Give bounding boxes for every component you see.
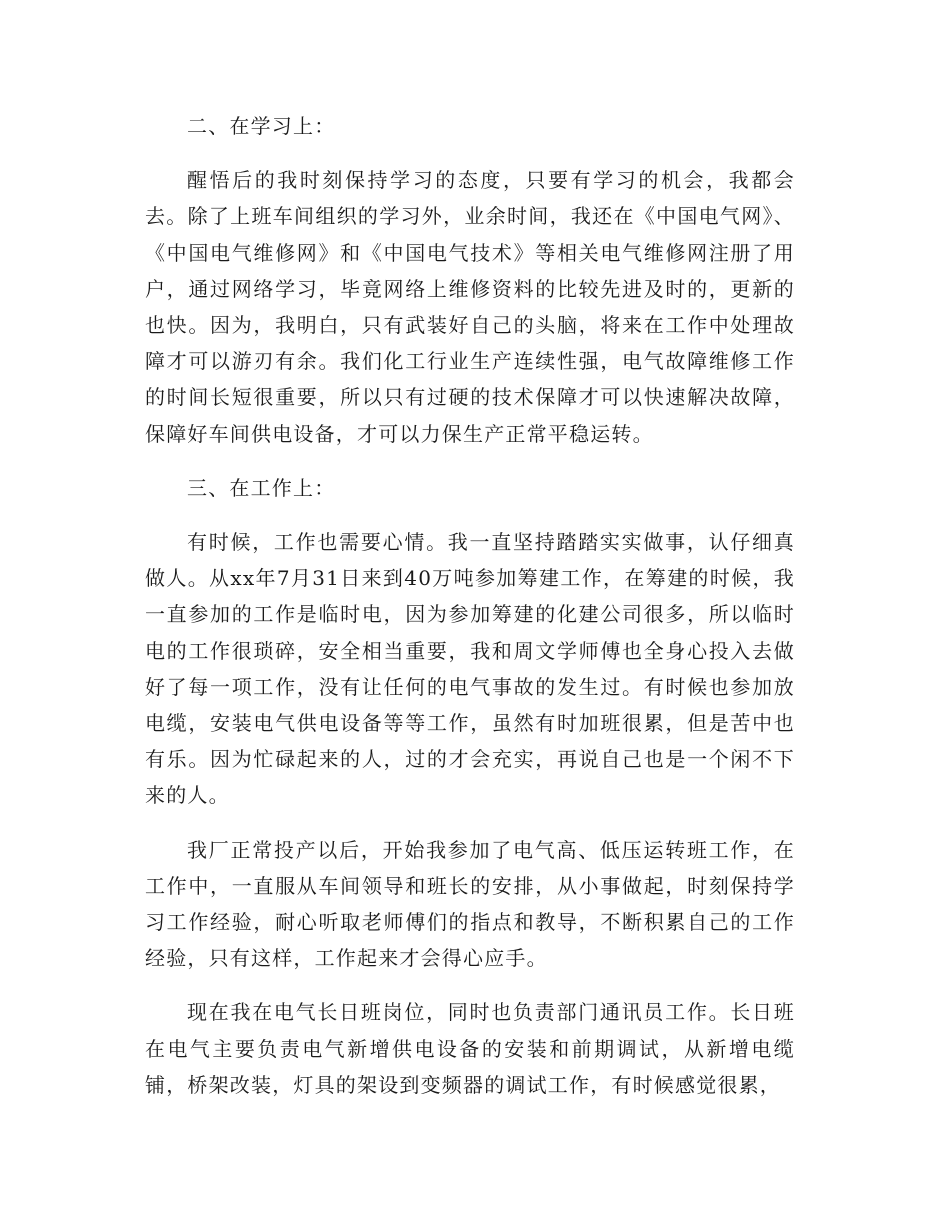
section-heading-work: 三、在工作上： <box>187 475 336 500</box>
paragraph-work-2: 我厂正常投产以后，开始我参加了电气高、低压运转班工作，在工作中，一直服从车间领导和班长的安排，从小事做起，时刻保持学习工作经验，耐心听取老师傅们的指点和教导，不断积累自己的工作经验，只有这样，工作起来才会得心应手。 <box>145 837 795 971</box>
section-heading-study: 二、在学习上： <box>187 114 336 138</box>
paragraph-study: 醒悟后的我时刻保持学习的态度，只要有学习的机会，我都会去。除了上班车间组织的学习外，业余时间，我还在《中国电气网》、《中国电气维修网》和《中国电气技术》等相关电气维修网注册了用户，通过网络学习，毕竟网络上维修资料的比较先进及时的，更新的也快。因为，我明白，只有武装好自己的头脑，将来在工作中处理故障才可以游刃有余。我们化工行业生产连续性强，电气故障维修工作的时间长短很重要，所以只有过硬的技术保障才可以快速解决故障，保障好车间供电设备，才可以力保生产正常平稳运转。 <box>145 168 795 446</box>
paragraph-work-1: 有时候，工作也需要心情。我一直坚持踏踏实实做事，认仔细真做人。从xx年7月31日来到40万吨参加筹建工作，在筹建的时候，我一直参加的工作是临时电，因为参加筹建的化建公司很多，所以临时电的工作很琐碎，安全相当重要，我和周文学师傅也全身心投入去做好了每一项工作，没有让任何的电气事故的发生过。有时候也参加放电缆，安装电气供电设备等等工作，虽然有时加班很累，但是苦中也有乐。因为忙碌起来的人，过的才会充实，再说自己也是一个闲不下来的人。 <box>145 530 795 808</box>
paragraph-work-3: 现在我在电气长日班岗位，同时也负责部门通讯员工作。长日班在电气主要负责电气新增供电设备的安装和前期调试，从新增电缆铺，桥架改装，灯具的架设到变频器的调试工作，有时候感觉很累， <box>145 1000 795 1097</box>
document-body <box>145 108 795 1121</box>
